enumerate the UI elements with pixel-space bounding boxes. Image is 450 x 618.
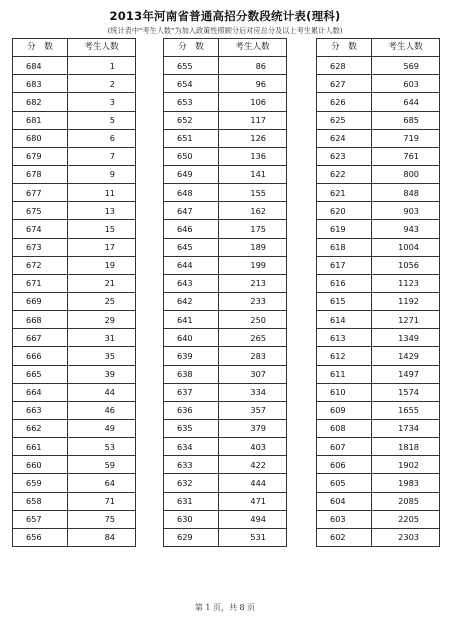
table-row (317, 474, 440, 492)
table-row (317, 510, 440, 528)
table-row (164, 184, 287, 202)
table-row (13, 111, 136, 129)
table-row (164, 57, 287, 75)
table-row (317, 184, 440, 202)
count-cell: 86 (219, 57, 287, 75)
table-row (317, 438, 440, 456)
score-cell: 638 (164, 365, 219, 383)
count-cell: 71 (68, 492, 136, 510)
table-row (317, 383, 440, 401)
score-cell: 657 (13, 510, 68, 528)
score-column-header: 分 数 (13, 39, 68, 57)
score-cell: 682 (13, 93, 68, 111)
count-cell: 2205 (372, 510, 440, 528)
count-cell: 199 (219, 256, 287, 274)
score-cell: 660 (13, 456, 68, 474)
count-cell: 5 (68, 111, 136, 129)
score-cell: 616 (317, 274, 372, 292)
count-cell: 494 (219, 510, 287, 528)
score-cell: 652 (164, 111, 219, 129)
table-row (317, 401, 440, 419)
count-cell: 1818 (372, 438, 440, 456)
count-cell: 471 (219, 492, 287, 510)
table-header-row (164, 39, 287, 57)
table-row (13, 165, 136, 183)
score-cell: 631 (164, 492, 219, 510)
score-cell: 609 (317, 401, 372, 419)
score-cell: 675 (13, 202, 68, 220)
count-cell: 1004 (372, 238, 440, 256)
count-cell: 15 (68, 220, 136, 238)
count-cell: 75 (68, 510, 136, 528)
count-cell: 64 (68, 474, 136, 492)
score-cell: 659 (13, 474, 68, 492)
table-row (13, 184, 136, 202)
table-row (317, 75, 440, 93)
table-row (164, 510, 287, 528)
table-row (317, 202, 440, 220)
table-row (317, 528, 440, 546)
score-cell: 621 (317, 184, 372, 202)
score-cell: 623 (317, 147, 372, 165)
page-footer: 第 1 页，共 8 页 (194, 603, 256, 612)
table-row (164, 419, 287, 437)
score-cell: 654 (164, 75, 219, 93)
table-row (13, 147, 136, 165)
score-cell: 635 (164, 419, 219, 437)
count-cell: 29 (68, 311, 136, 329)
score-cell: 672 (13, 256, 68, 274)
count-cell: 2 (68, 75, 136, 93)
score-cell: 645 (164, 238, 219, 256)
score-cell: 664 (13, 383, 68, 401)
table-row (13, 129, 136, 147)
score-cell: 639 (164, 347, 219, 365)
count-cell: 1192 (372, 292, 440, 310)
count-cell: 761 (372, 147, 440, 165)
count-column-header: 考生人数 (372, 39, 440, 57)
score-cell: 650 (164, 147, 219, 165)
count-cell: 136 (219, 147, 287, 165)
count-cell: 1056 (372, 256, 440, 274)
count-cell: 1123 (372, 274, 440, 292)
score-column-header: 分 数 (317, 39, 372, 57)
score-cell: 634 (164, 438, 219, 456)
score-cell: 622 (317, 165, 372, 183)
table-row (164, 365, 287, 383)
table-body (164, 57, 287, 547)
table-row (13, 93, 136, 111)
count-cell: 17 (68, 238, 136, 256)
count-cell: 569 (372, 57, 440, 75)
count-cell: 59 (68, 456, 136, 474)
table-row (164, 220, 287, 238)
score-cell: 677 (13, 184, 68, 202)
table-row (13, 365, 136, 383)
table-header-row (317, 39, 440, 57)
count-cell: 35 (68, 347, 136, 365)
count-column-header: 考生人数 (219, 39, 287, 57)
table-row (13, 238, 136, 256)
count-cell: 31 (68, 329, 136, 347)
score-cell: 680 (13, 129, 68, 147)
score-cell: 604 (317, 492, 372, 510)
count-cell: 1983 (372, 474, 440, 492)
score-cell: 643 (164, 274, 219, 292)
score-cell: 658 (13, 492, 68, 510)
score-table-1 (12, 38, 136, 547)
table-row (13, 474, 136, 492)
count-cell: 11 (68, 184, 136, 202)
score-cell: 626 (317, 93, 372, 111)
score-cell: 642 (164, 292, 219, 310)
score-cell: 663 (13, 401, 68, 419)
score-cell: 606 (317, 456, 372, 474)
score-cell: 627 (317, 75, 372, 93)
table-row (164, 528, 287, 546)
table-row (164, 474, 287, 492)
score-cell: 629 (164, 528, 219, 546)
score-cell: 628 (317, 57, 372, 75)
count-cell: 1574 (372, 383, 440, 401)
count-cell: 175 (219, 220, 287, 238)
table-row (13, 528, 136, 546)
count-cell: 13 (68, 202, 136, 220)
table-body (317, 57, 440, 547)
score-cell: 625 (317, 111, 372, 129)
table-row (164, 129, 287, 147)
table-row (164, 311, 287, 329)
table-row (13, 292, 136, 310)
table-body (13, 57, 136, 547)
table-row (13, 438, 136, 456)
table-row (164, 93, 287, 111)
count-cell: 46 (68, 401, 136, 419)
count-cell: 357 (219, 401, 287, 419)
count-cell: 1429 (372, 347, 440, 365)
count-cell: 233 (219, 292, 287, 310)
table-row (317, 311, 440, 329)
count-cell: 1655 (372, 401, 440, 419)
score-cell: 608 (317, 419, 372, 437)
table-row (13, 256, 136, 274)
table-row (13, 347, 136, 365)
table-row (317, 274, 440, 292)
table-row (13, 220, 136, 238)
count-cell: 644 (372, 93, 440, 111)
count-cell: 106 (219, 93, 287, 111)
count-cell: 141 (219, 165, 287, 183)
score-table-2 (163, 38, 287, 547)
score-cell: 637 (164, 383, 219, 401)
count-cell: 444 (219, 474, 287, 492)
table-row (164, 329, 287, 347)
score-cell: 617 (317, 256, 372, 274)
count-cell: 2085 (372, 492, 440, 510)
table-row (317, 147, 440, 165)
count-cell: 800 (372, 165, 440, 183)
table-row (13, 510, 136, 528)
score-cell: 605 (317, 474, 372, 492)
count-cell: 189 (219, 238, 287, 256)
count-cell: 531 (219, 528, 287, 546)
score-column-header: 分 数 (164, 39, 219, 57)
score-cell: 671 (13, 274, 68, 292)
table-row (317, 365, 440, 383)
table-row (317, 256, 440, 274)
table-row (317, 456, 440, 474)
table-row (317, 93, 440, 111)
score-cell: 665 (13, 365, 68, 383)
table-row (164, 147, 287, 165)
score-cell: 613 (317, 329, 372, 347)
table-row (13, 492, 136, 510)
page-title: 2013年河南省普通高招分数段统计表(理科) (109, 9, 341, 23)
table-row (317, 220, 440, 238)
score-cell: 619 (317, 220, 372, 238)
table-row (164, 438, 287, 456)
count-cell: 1 (68, 57, 136, 75)
score-cell: 668 (13, 311, 68, 329)
table-row (164, 347, 287, 365)
score-cell: 667 (13, 329, 68, 347)
score-cell: 624 (317, 129, 372, 147)
table-header-row (13, 39, 136, 57)
table-row (317, 111, 440, 129)
score-cell: 610 (317, 383, 372, 401)
table-row (13, 329, 136, 347)
score-cell: 683 (13, 75, 68, 93)
score-cell: 662 (13, 419, 68, 437)
table-row (317, 165, 440, 183)
count-cell: 21 (68, 274, 136, 292)
score-cell: 614 (317, 311, 372, 329)
score-cell: 632 (164, 474, 219, 492)
score-cell: 679 (13, 147, 68, 165)
score-cell: 674 (13, 220, 68, 238)
table-row (13, 311, 136, 329)
table-row (164, 202, 287, 220)
table-row (164, 401, 287, 419)
score-cell: 649 (164, 165, 219, 183)
score-cell: 684 (13, 57, 68, 75)
table-row (164, 274, 287, 292)
count-cell: 1902 (372, 456, 440, 474)
score-cell: 661 (13, 438, 68, 456)
count-cell: 84 (68, 528, 136, 546)
count-cell: 379 (219, 419, 287, 437)
score-cell: 640 (164, 329, 219, 347)
count-cell: 334 (219, 383, 287, 401)
score-cell: 620 (317, 202, 372, 220)
score-cell: 611 (317, 365, 372, 383)
table-row (13, 456, 136, 474)
score-cell: 655 (164, 57, 219, 75)
score-cell: 602 (317, 528, 372, 546)
table-row (13, 57, 136, 75)
count-cell: 1734 (372, 419, 440, 437)
count-cell: 9 (68, 165, 136, 183)
table-row (164, 75, 287, 93)
count-cell: 19 (68, 256, 136, 274)
table-row (317, 347, 440, 365)
score-cell: 641 (164, 311, 219, 329)
score-cell: 646 (164, 220, 219, 238)
count-cell: 1349 (372, 329, 440, 347)
score-cell: 633 (164, 456, 219, 474)
table-row (13, 202, 136, 220)
score-cell: 607 (317, 438, 372, 456)
count-cell: 53 (68, 438, 136, 456)
table-row (164, 292, 287, 310)
table-row (317, 57, 440, 75)
table-row (317, 492, 440, 510)
count-cell: 307 (219, 365, 287, 383)
score-cell: 630 (164, 510, 219, 528)
count-cell: 96 (219, 75, 287, 93)
count-cell: 943 (372, 220, 440, 238)
count-cell: 603 (372, 75, 440, 93)
score-table-3 (316, 38, 440, 547)
count-cell: 719 (372, 129, 440, 147)
count-cell: 1271 (372, 311, 440, 329)
table-row (164, 456, 287, 474)
score-cell: 651 (164, 129, 219, 147)
table-row (164, 111, 287, 129)
count-cell: 1497 (372, 365, 440, 383)
table-row (164, 256, 287, 274)
count-cell: 685 (372, 111, 440, 129)
score-cell: 669 (13, 292, 68, 310)
table-row (13, 419, 136, 437)
count-cell: 403 (219, 438, 287, 456)
score-cell: 681 (13, 111, 68, 129)
table-row (164, 238, 287, 256)
table-row (13, 274, 136, 292)
table-row (317, 238, 440, 256)
table-row (164, 165, 287, 183)
count-column-header: 考生人数 (68, 39, 136, 57)
score-cell: 644 (164, 256, 219, 274)
score-cell: 615 (317, 292, 372, 310)
count-cell: 283 (219, 347, 287, 365)
count-cell: 3 (68, 93, 136, 111)
count-cell: 903 (372, 202, 440, 220)
count-cell: 6 (68, 129, 136, 147)
count-cell: 162 (219, 202, 287, 220)
table-row (164, 383, 287, 401)
page-note: (统计表中"考生人数"为加入政策性照顾分后对应总分及以上考生累计人数) (107, 26, 343, 35)
count-cell: 126 (219, 129, 287, 147)
count-cell: 25 (68, 292, 136, 310)
score-cell: 603 (317, 510, 372, 528)
count-cell: 250 (219, 311, 287, 329)
table-row (13, 383, 136, 401)
score-cell: 678 (13, 165, 68, 183)
count-cell: 848 (372, 184, 440, 202)
count-cell: 117 (219, 111, 287, 129)
count-cell: 44 (68, 383, 136, 401)
count-cell: 155 (219, 184, 287, 202)
count-cell: 39 (68, 365, 136, 383)
table-row (317, 419, 440, 437)
score-cell: 673 (13, 238, 68, 256)
table-row (13, 401, 136, 419)
score-cell: 666 (13, 347, 68, 365)
count-cell: 7 (68, 147, 136, 165)
score-cell: 647 (164, 202, 219, 220)
table-row (13, 75, 136, 93)
count-cell: 422 (219, 456, 287, 474)
table-row (317, 329, 440, 347)
table-row (164, 492, 287, 510)
score-cell: 653 (164, 93, 219, 111)
table-row (317, 129, 440, 147)
count-cell: 49 (68, 419, 136, 437)
score-cell: 656 (13, 528, 68, 546)
count-cell: 2303 (372, 528, 440, 546)
score-cell: 618 (317, 238, 372, 256)
count-cell: 213 (219, 274, 287, 292)
score-cell: 636 (164, 401, 219, 419)
count-cell: 265 (219, 329, 287, 347)
table-row (317, 292, 440, 310)
score-cell: 612 (317, 347, 372, 365)
score-cell: 648 (164, 184, 219, 202)
